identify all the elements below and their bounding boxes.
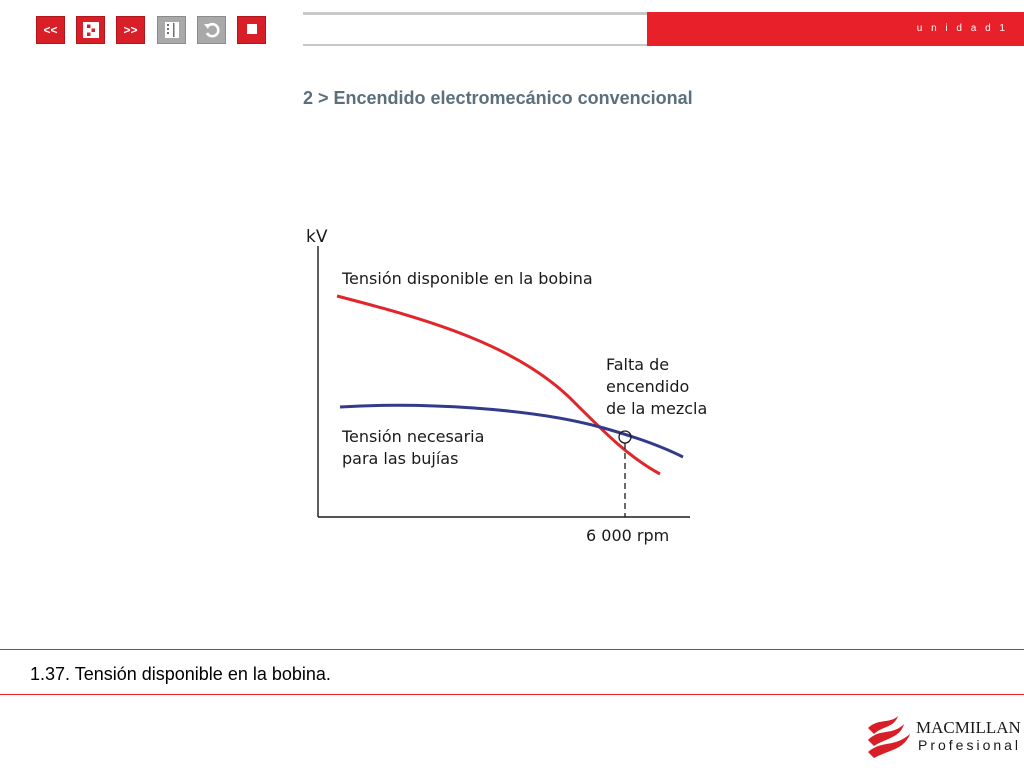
macmillan-flame-icon (864, 714, 914, 758)
unit-banner (647, 12, 1024, 46)
list-index-icon (163, 21, 181, 39)
figure-caption: 1.37. Tensión disponible en la bobina. (30, 664, 331, 684)
back-button[interactable] (197, 16, 226, 44)
unit-label: u n i d a d 1 (916, 23, 1008, 34)
previous-button[interactable] (36, 16, 65, 44)
next-button[interactable] (116, 16, 145, 44)
macmillan-logo (864, 714, 1022, 758)
y-axis-label: kV (306, 227, 328, 247)
stop-button[interactable] (237, 16, 266, 44)
plug-voltage-label-line2: para las bujías (342, 449, 459, 468)
stop-square-icon (244, 22, 260, 38)
double-chevron-right-icon: >> (123, 23, 138, 37)
undo-arrow-icon (202, 20, 222, 40)
logo-sub: Profesional (918, 737, 1022, 753)
header-divider (303, 12, 647, 46)
plug-voltage-label-line1: Tensión necesaria (342, 427, 485, 446)
page-title: 2 > Encendido electromecánico convencional (303, 88, 693, 108)
misfire-label-line2: encendido (606, 377, 690, 396)
coil-voltage-label: Tensión disponible en la bobina (342, 269, 593, 288)
logo-brand: MACMILLAN (916, 718, 1021, 737)
double-chevron-left-icon: << (43, 23, 58, 37)
home-button[interactable] (76, 16, 105, 44)
voltage-chart (300, 218, 730, 558)
index-button[interactable] (157, 16, 186, 44)
misfire-label-line1: Falta de (606, 355, 670, 374)
misfire-label-line3: de la mezcla (606, 399, 708, 418)
dice-dots-icon (82, 21, 100, 39)
x-tick-label: 6 000 rpm (586, 526, 670, 545)
